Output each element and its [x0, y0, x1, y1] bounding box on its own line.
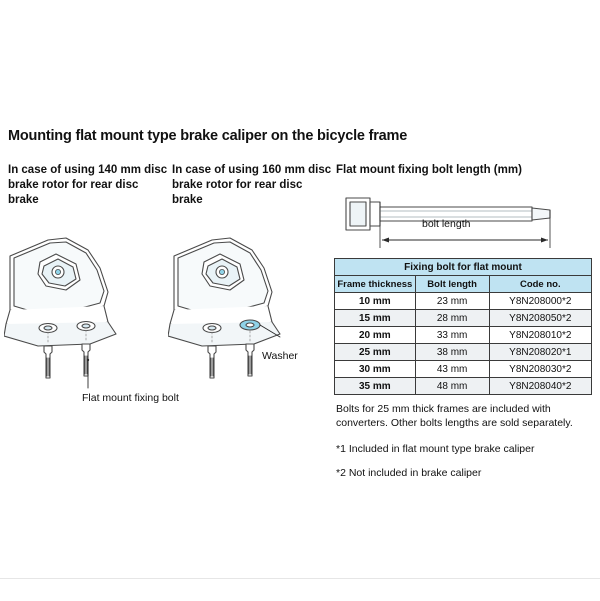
- cell-code-no: Y8N208010*2: [489, 327, 591, 344]
- note-converter-bolts: Bolts for 25 mm thick frames are included with converters. Other bolts lengths are sold separately.: [336, 403, 573, 429]
- heading-140mm-rotor: In case of using 140 mm disc brake rotor for rear disc brake: [8, 164, 168, 206]
- table-header-row: [335, 276, 592, 293]
- illustration-140mm-frame: [4, 228, 170, 398]
- cell-code-no: Y8N208020*1: [489, 344, 591, 361]
- table-row: [335, 327, 592, 344]
- note-footnote-1: *1 Included in flat mount type brake caliper: [336, 443, 535, 455]
- cell-code-no: Y8N208050*2: [489, 310, 591, 327]
- cell-bolt-length: 43 mm: [415, 361, 489, 378]
- column-header-frame-thickness: Frame thickness: [335, 276, 416, 293]
- column-header-code-no: Code no.: [489, 276, 591, 293]
- table-row: [335, 310, 592, 327]
- column-header-bolt-length: Bolt length: [415, 276, 489, 293]
- cell-frame-thickness: 30 mm: [335, 361, 416, 378]
- cell-frame-thickness: 25 mm: [335, 344, 416, 361]
- table-row: [335, 293, 592, 310]
- cell-bolt-length: 38 mm: [415, 344, 489, 361]
- cell-code-no: Y8N208000*2: [489, 293, 591, 310]
- cell-bolt-length: 23 mm: [415, 293, 489, 310]
- cell-code-no: Y8N208030*2: [489, 361, 591, 378]
- cell-bolt-length: 48 mm: [415, 378, 489, 395]
- cell-bolt-length: 28 mm: [415, 310, 489, 327]
- cell-frame-thickness: 35 mm: [335, 378, 416, 395]
- callout-washer: Washer: [262, 350, 298, 362]
- page-bottom-bar: [0, 578, 600, 601]
- table-group-header-row: [335, 259, 592, 276]
- illustration-160mm-frame: [168, 228, 334, 398]
- table-row: [335, 378, 592, 395]
- cell-code-no: Y8N208040*2: [489, 378, 591, 395]
- table-row: [335, 344, 592, 361]
- heading-160mm-rotor: In case of using 160 mm disc brake rotor for rear disc brake: [172, 164, 332, 206]
- bolt-length-dimension-label: bolt length: [422, 218, 471, 230]
- cell-frame-thickness: 10 mm: [335, 293, 416, 310]
- callout-flat-mount-fixing-bolt: Flat mount fixing bolt: [82, 392, 179, 404]
- note-footnote-2: *2 Not included in brake caliper: [336, 467, 482, 479]
- table-group-header: Fixing bolt for flat mount: [335, 259, 592, 276]
- cell-frame-thickness: 15 mm: [335, 310, 416, 327]
- table-row: [335, 361, 592, 378]
- cell-frame-thickness: 20 mm: [335, 327, 416, 344]
- cell-bolt-length: 33 mm: [415, 327, 489, 344]
- heading-bolt-length: Flat mount fixing bolt length (mm): [336, 164, 522, 176]
- page-title: Mounting flat mount type brake caliper on the bicycle frame: [8, 127, 408, 144]
- fixing-bolt-table: [334, 258, 592, 395]
